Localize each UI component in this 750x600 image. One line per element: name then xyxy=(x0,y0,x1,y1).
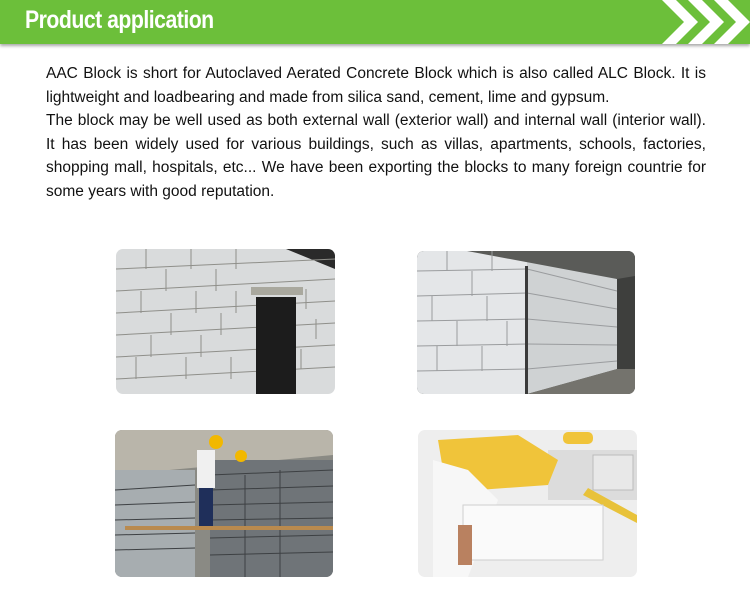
photo-wall-doorway xyxy=(116,249,335,394)
paragraph-usage: The block may be well used as both external wall (exterior wall) and internal wall (interior wall). It has been widely used for various buildings, such as villas, apartments, schools, factories, shopping mall, hospitals, etc... We have been exporting the blocks to many foreign countrie for some years with good reputation. xyxy=(46,112,706,200)
section-header-banner xyxy=(0,0,750,44)
chevron-arrows-icon xyxy=(640,0,750,44)
paragraph-intro: AAC Block is short for Autoclaved Aerated Concrete Block which is also called ALC Block. It is lightweight and loadbearing and made from silica sand, cement, lime and gypsum. xyxy=(46,65,706,106)
section-title: Product application xyxy=(25,6,214,34)
description-text xyxy=(46,62,706,203)
photo-interior-wall xyxy=(417,251,635,394)
photo-workers-scaffold xyxy=(115,430,333,577)
photo-worker-lifting-block xyxy=(418,430,637,577)
